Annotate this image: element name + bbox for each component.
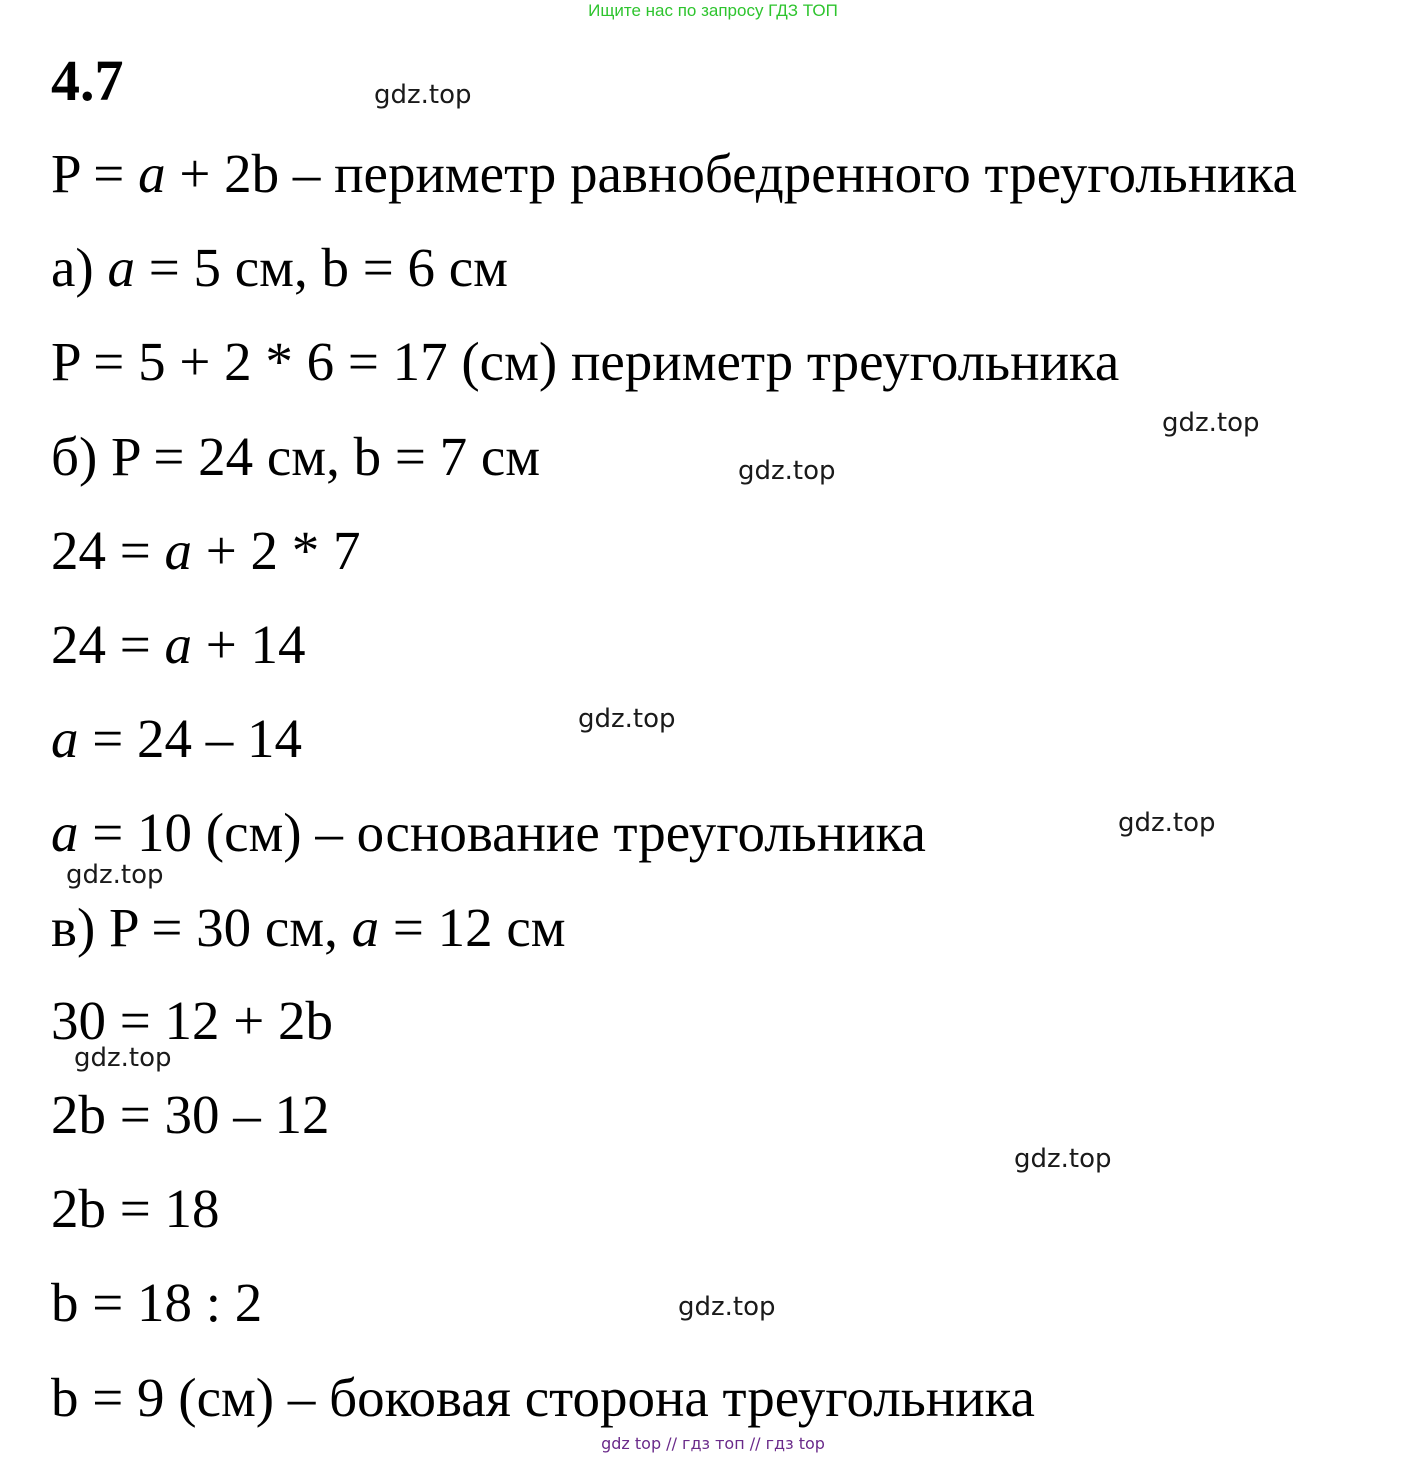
formula-line-11: 2b = 30 – 12 [51, 1084, 330, 1145]
formula-line-4: б) P = 24 см, b = 7 см [51, 426, 541, 487]
formula-line-12: 2b = 18 [51, 1178, 220, 1239]
formula-line-5: 24 = a + 2 * 7 [51, 520, 361, 581]
watermark: gdz.top [1014, 1144, 1112, 1174]
watermark: gdz.top [1118, 808, 1216, 838]
formula-line-6: 24 = a + 14 [51, 614, 306, 675]
formula-line-14: b = 9 (см) – боковая сторона треугольника [51, 1367, 1035, 1428]
variable-a: a [164, 520, 193, 581]
variable-a: a [351, 897, 380, 958]
watermark: gdz.top [678, 1292, 776, 1322]
formula-line-1: P = a + 2b – периметр равнобедренного треугольника [51, 143, 1297, 204]
formula-line-7: a = 24 – 14 [51, 708, 303, 769]
footer-text: gdz top // гдз топ // гдз top [601, 1434, 825, 1453]
variable-a: a [138, 143, 166, 204]
footer [0, 1434, 1426, 1454]
watermark: gdz.top [74, 1043, 172, 1073]
formula-line-2: а) a = 5 см, b = 6 см [51, 237, 508, 298]
watermark: gdz.top [374, 80, 472, 110]
formula-line-3: P = 5 + 2 * 6 = 17 (см) периметр треугольника [51, 331, 1120, 392]
variable-a: a [51, 802, 79, 863]
formula-line-8: a = 10 (см) – основание треугольника [51, 802, 926, 863]
formula-line-13: b = 18 : 2 [51, 1272, 263, 1333]
exercise-number: 4.7 [51, 48, 124, 113]
formula-line-10: 30 = 12 + 2b [51, 990, 334, 1051]
top-banner [0, 1, 1426, 21]
variable-a: a [107, 237, 135, 298]
watermark: gdz.top [578, 704, 676, 734]
watermark: gdz.top [738, 456, 836, 486]
watermark: gdz.top [1162, 408, 1260, 438]
variable-a: a [51, 708, 79, 769]
banner-text: Ищите нас по запросу ГДЗ ТОП [588, 1, 838, 20]
variable-a: a [164, 614, 193, 675]
formula-line-9: в) P = 30 см, a = 12 см [51, 897, 566, 958]
watermark: gdz.top [66, 860, 164, 890]
